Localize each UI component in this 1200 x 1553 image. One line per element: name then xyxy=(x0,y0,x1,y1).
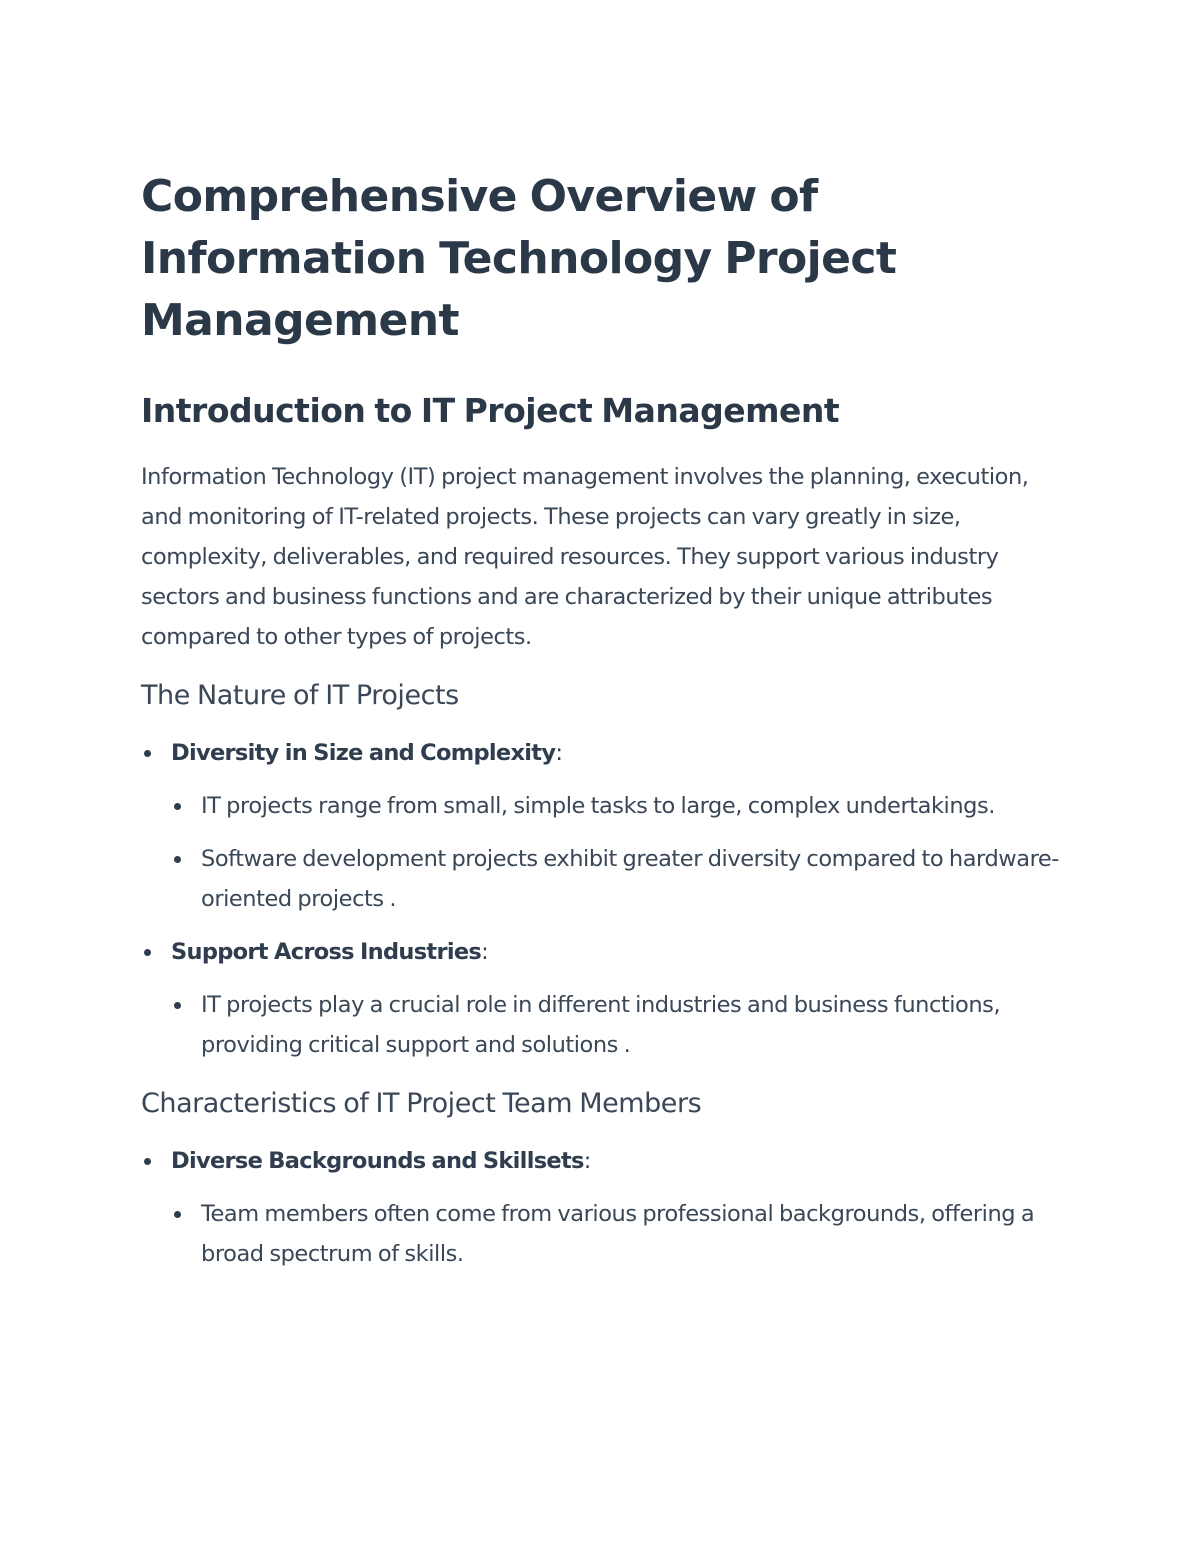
list-item xyxy=(141,1141,1071,1274)
bullet-list xyxy=(141,733,1071,1065)
bullet-list xyxy=(141,1141,1071,1274)
sub-bullet-list xyxy=(171,786,1071,919)
bullet-colon: : xyxy=(481,939,489,965)
intro-heading: Introduction to IT Project Management xyxy=(141,391,840,430)
bullet-label: Support Across Industries xyxy=(171,939,482,965)
bullet-label: Diverse Backgrounds and Skillsets xyxy=(171,1148,584,1174)
section-heading-nature-of-it-projects: The Nature of IT Projects xyxy=(141,680,459,711)
list-item xyxy=(141,932,1071,1065)
sub-bullet-list xyxy=(171,985,1071,1065)
sub-list-item: IT projects play a crucial role in different industries and business functions, providing critical support and solutions . xyxy=(171,985,1071,1065)
bullet-colon: : xyxy=(555,740,563,766)
bullet-label: Diversity in Size and Complexity xyxy=(171,740,556,766)
list-item xyxy=(141,733,1071,919)
sub-bullet-list xyxy=(171,1194,1071,1274)
sub-list-item: Team members often come from various professional backgrounds, offering a broad spectrum of skills. xyxy=(171,1194,1071,1274)
section-heading-team-members: Characteristics of IT Project Team Members xyxy=(141,1088,702,1119)
intro-paragraph: Information Technology (IT) project management involves the planning, execution, and monitoring of IT-related projects. These projects can vary greatly in size, complexity, deliverables, and required resources. They support various industry sectors and business functions and are characterized by their unique attributes compared to other types of projects. xyxy=(141,464,1029,650)
sub-list-item: Software development projects exhibit greater diversity compared to hardware-oriented projects . xyxy=(171,839,1071,919)
document-title: Comprehensive Overview of Information Technology Project Management xyxy=(141,171,897,346)
document-page xyxy=(141,166,1071,1287)
sub-list-item: IT projects range from small, simple tasks to large, complex undertakings. xyxy=(171,786,1071,826)
bullet-colon: : xyxy=(583,1148,591,1174)
